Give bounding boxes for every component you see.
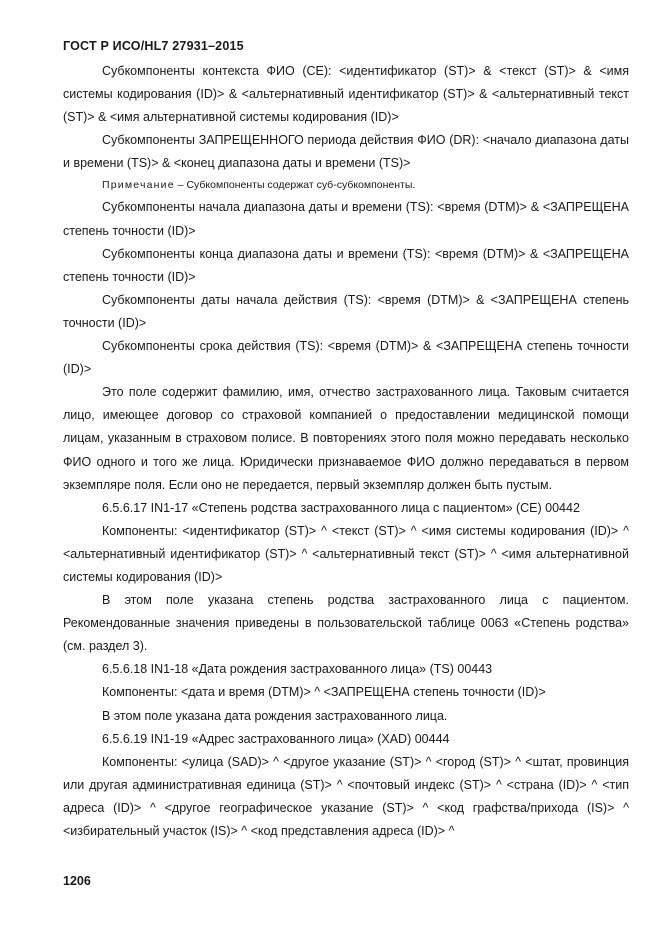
paragraph-in1-18-components: Компоненты: <дата и время (DTM)> ^ <ЗАПРЕЩЕНА степень точности (ID)>: [102, 685, 546, 700]
paragraph-ce-subcomponents: Субкомпоненты контекста ФИО (CE): <идентификатор (ST)> & <текст (ST)> & <имя системы кодирования (ID)> & <альтернативный идентификатор (ST)> & <альтернативный текст (ST)> & <имя альтернативной системы кодирования (ID)>: [63, 64, 629, 125]
paragraph-in1-19-components: Компоненты: <улица (SAD)> ^ <другое указание (ST)> ^ <город (ST)> ^ <штат, провинция или другая административная единица (ST)> ^ <почтовый индекс (ST)> ^ <страна (ID)> ^ <тип адреса (ID)> ^ <другое географическое указание (ST)> ^ <код графства/прихода (IS)> ^ <избирательный участок (IS)> ^ <код представления адреса (ID)> ^: [63, 754, 629, 838]
section-heading-in1-18: 6.5.6.18 IN1-18 «Дата рождения застрахованного лица» (TS) 00443: [102, 662, 493, 677]
note-text: – Субкомпоненты содержат суб-субкомпоненты.: [174, 179, 416, 192]
paragraph-field-description: Это поле содержит фамилию, имя, отчество застрахованного лица. Таковым считается лицо, имеющее договор со страховой компанией о предоставлении медицинской помощи лицам, указанным в страховом полисе. В повторениях этого поля можно передавать несколько ФИО одного и того же лица. Юридически признаваемое ФИО должно передаваться в первом экземпляре поля. Если оно не передается, первый экземпляр должен быть пустым.: [63, 385, 629, 492]
page-number: 1206: [63, 874, 91, 888]
note-label: Примечание: [102, 179, 175, 192]
paragraph-dr-subcomponents: Субкомпоненты ЗАПРЕЩЕННОГО периода действия ФИО (DR): <начало диапазона даты и времени (TS)> & <конец диапазона даты и времени (TS)>: [63, 133, 629, 171]
document-body: [63, 60, 629, 843]
paragraph-effective-date: Субкомпоненты даты начала действия (TS): <время (DTM)> & <ЗАПРЕЩЕНА степень точности (ID)>: [63, 292, 629, 330]
paragraph-in1-18-description: В этом поле указана дата рождения застрахованного лица.: [102, 708, 448, 723]
section-heading-in1-19: 6.5.6.19 IN1-19 «Адрес застрахованного лица» (XAD) 00444: [102, 731, 450, 746]
paragraph-in1-17-description: В этом поле указана степень родства застрахованного лица с пациентом. Рекомендованные значения приведены в пользовательской таблице 0063 «Степень родства» (см. раздел 3).: [63, 593, 629, 654]
section-heading-in1-17: 6.5.6.17 IN1-17 «Степень родства застрахованного лица с пациентом» (CE) 00442: [102, 500, 580, 515]
note: [63, 175, 629, 196]
paragraph-range-start: Субкомпоненты начала диапазона даты и времени (TS): <время (DTM)> & <ЗАПРЕЩЕНА степень точности (ID)>: [63, 200, 629, 238]
document-header: ГОСТ Р ИСО/HL7 27931–2015: [63, 39, 244, 53]
paragraph-in1-17-components: Компоненты: <идентификатор (ST)> ^ <текст (ST)> ^ <имя системы кодирования (ID)> ^ <альтернативный идентификатор (ST)> ^ <альтернативный текст (ST)> ^ <имя альтернативной системы кодирования (ID)>: [63, 523, 629, 584]
paragraph-range-end: Субкомпоненты конца диапазона даты и времени (TS): <время (DTM)> & <ЗАПРЕЩЕНА степень точности (ID)>: [63, 246, 629, 284]
paragraph-expiration: Субкомпоненты срока действия (TS): <время (DTM)> & <ЗАПРЕЩЕНА степень точности (ID)>: [63, 339, 629, 377]
